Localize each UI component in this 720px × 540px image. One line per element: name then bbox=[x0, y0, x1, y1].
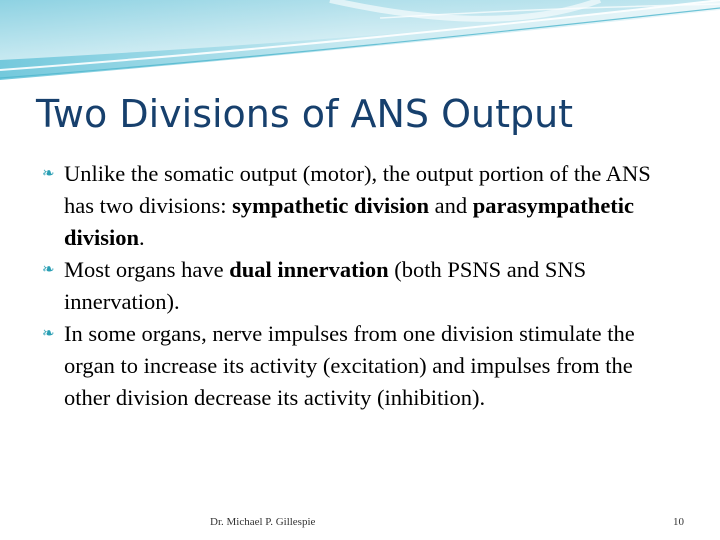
bullet-emphasis: dual innervation bbox=[229, 257, 389, 282]
bullet-text: and bbox=[429, 193, 473, 218]
bullet-text: Unlike the somatic output (motor), the output portion of the ANS has two divisions: bbox=[64, 161, 651, 218]
bullet-item bbox=[44, 158, 684, 254]
bullet-emphasis: sympathetic division bbox=[232, 193, 430, 218]
bullet-text: In some organs, nerve impulses from one division stimulate the organ to increase its activity (excitation) and impulses from the other division decrease its activity (inhibition). bbox=[64, 321, 635, 410]
slide-title: Two Divisions of ANS Output bbox=[36, 92, 574, 136]
bullet-text: Most organs have bbox=[64, 257, 230, 282]
bullet-item bbox=[44, 254, 684, 318]
bullet-list bbox=[44, 158, 684, 414]
bullet-item bbox=[44, 318, 684, 414]
bullet-text: (both PSNS and SNS innervation). bbox=[64, 257, 587, 314]
ribbon-bullet-icon: ❧ bbox=[42, 326, 55, 342]
bullet-emphasis: parasympathetic division bbox=[64, 193, 635, 250]
header-banner bbox=[0, 0, 720, 90]
ribbon-bullet-icon: ❧ bbox=[42, 166, 55, 182]
footer-author: Dr. Michael P. Gillespie bbox=[210, 516, 316, 528]
ribbon-bullet-icon: ❧ bbox=[42, 262, 55, 278]
bullet-text: . bbox=[139, 225, 145, 250]
page-number: 10 bbox=[673, 516, 684, 528]
